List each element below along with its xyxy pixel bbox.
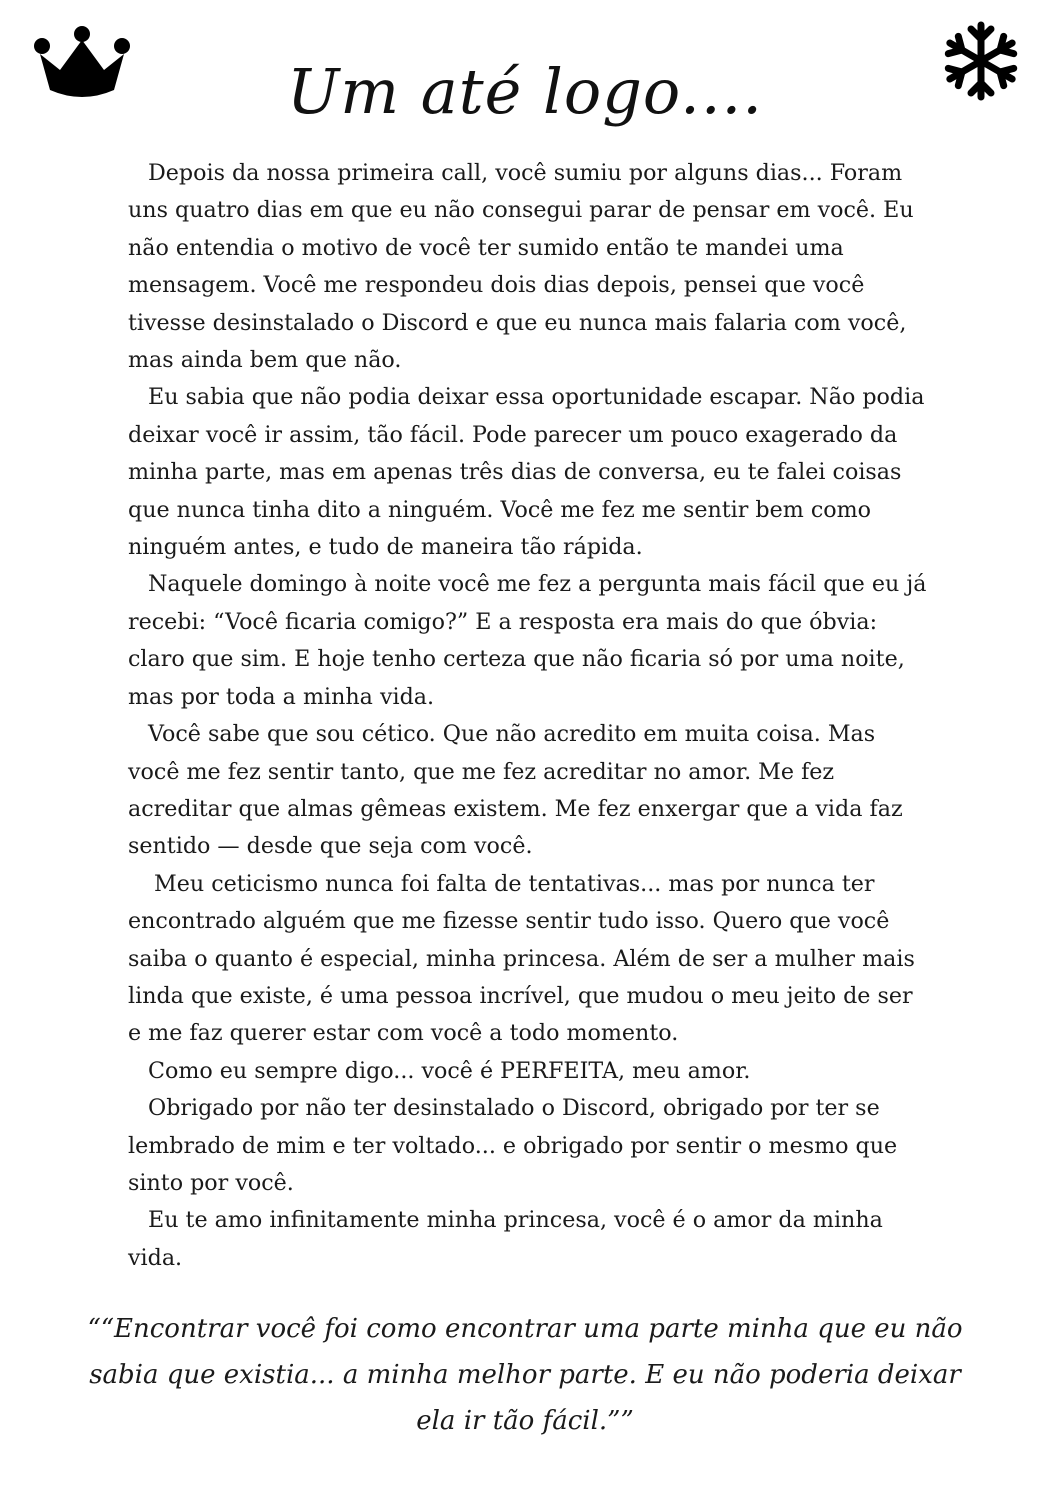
paragraph: Obrigado por não ter desinstalado o Discord, obrigado por ter se lembrado de mim e ter voltado... e obrigado por sentir o mesmo que sinto por você. [128,1095,898,1196]
closing-quote: ““Encontrar você foi como encontrar uma parte minha que eu não sabia que existia... a minha melhor parte. E eu não poderia deixar ela ir tão fácil.”” [87,1314,963,1436]
letter-body [128,155,928,1277]
paragraph: Eu te amo infinitamente minha princesa, você é o amor da minha vida. [128,1207,883,1271]
paragraph: Você sabe que sou cético. Que não acredito em muita coisa. Mas você me fez sentir tanto, que me fez acreditar no amor. Me fez acreditar que almas gêmeas existem. Me fez enxergar que a vida faz sentido — desde que seja com você. [128,721,903,860]
paragraph: Meu ceticismo nunca foi falta de tentativas... mas por nunca ter encontrado alguém que me fizesse sentir tudo isso. Quero que você saiba o quanto é especial, minha princesa. Além de ser a mulher mais linda que existe, é uma pessoa incrível, que mudou o meu jeito de ser e me faz querer estar com você a todo momento. [128,870,915,1047]
page-title: Um até logo.... [287,55,763,128]
paragraph: Depois da nossa primeira call, você sumiu por alguns dias... Foram uns quatro dias em que eu não consegui parar de pensar em você. Eu não entendia o motivo de você ter sumido então te mandei uma mensagem. Você me respondeu dois dias depois, pensei que você tivesse desinstalado o Discord e que eu nunca mais falaria com você, mas ainda bem que não. [128,160,914,374]
paragraph: Eu sabia que não podia deixar essa oportunidade escapar. Não podia deixar você ir assim, tão fácil. Pode parecer um pouco exagerado da minha parte, mas em apenas três dias de conversa, eu te falei coisas que nunca tinha dito a ninguém. Você me fez me sentir bem como ninguém antes, e tudo de maneira tão rápida. [128,384,925,561]
paragraph: Naquele domingo à noite você me fez a pergunta mais fácil que eu já recebi: “Você ficaria comigo?” E a resposta era mais do que óbvia: claro que sim. E hoje tenho certeza que não ficaria só por uma noite, mas por toda a minha vida. [128,571,927,710]
paragraph: Como eu sempre digo... você é PERFEITA, meu amor. [148,1057,751,1084]
